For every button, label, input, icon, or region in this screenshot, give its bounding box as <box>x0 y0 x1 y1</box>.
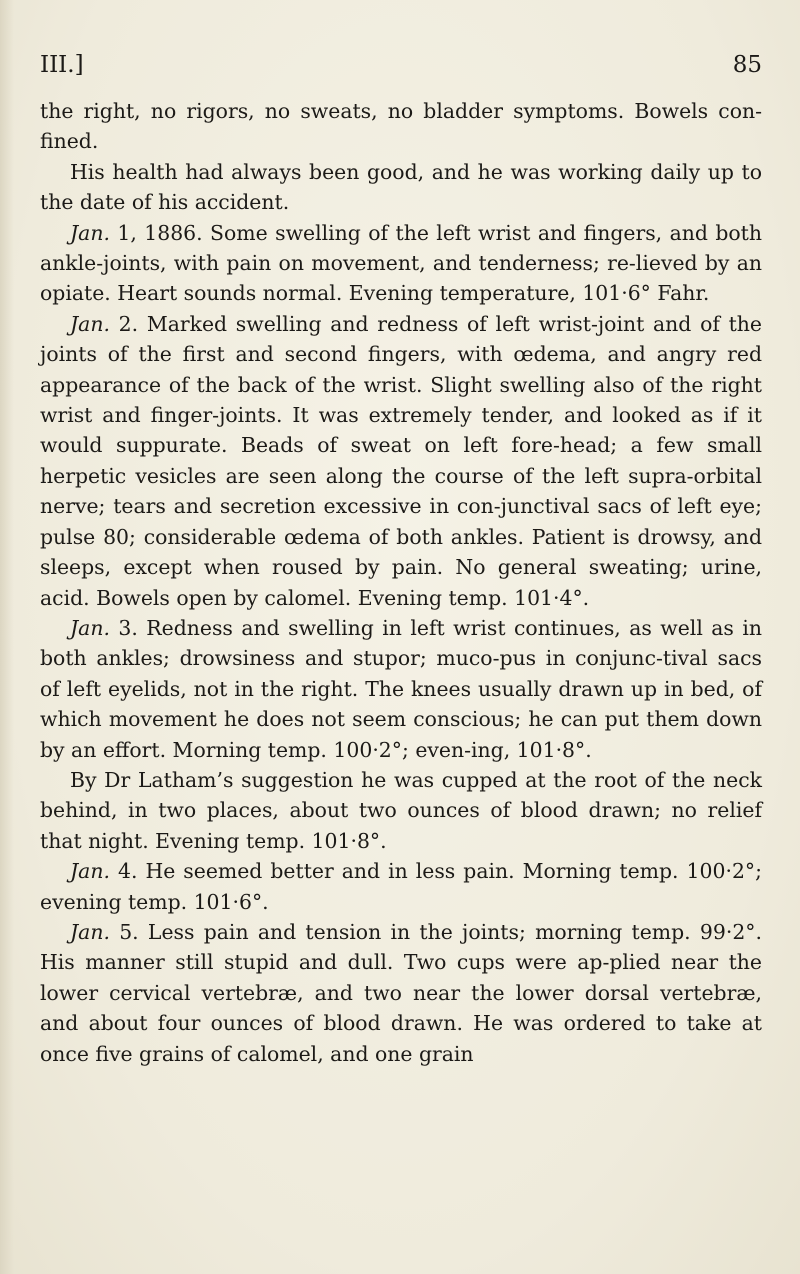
date-label: Jan. <box>70 311 110 336</box>
paragraph-jan-3 <box>40 613 762 765</box>
chapter-marker: III.] <box>40 52 84 78</box>
paragraph-jan-2 <box>40 309 762 613</box>
page-number: 85 <box>732 52 762 78</box>
paragraph-text: 5. Less pain and tension in the joints; morning temp. 99·2°. His manner still stupid and dull. Two cups were ap-plied near the lower cervical vertebræ, and two near the lower dorsal vertebræ, and about four ounces of blood drawn. He was ordered to take at once five grains of calomel, and one grain <box>40 919 762 1066</box>
paragraph-continuation <box>40 96 762 157</box>
paragraph-text: By Dr Latham’s suggestion he was cupped at the root of the neck behind, in two places, about two ounces of blood drawn; no relief that night. Evening temp. 101·8°. <box>40 767 762 853</box>
date-label: Jan. <box>70 615 110 640</box>
paragraph-text: 2. Marked swelling and redness of left wrist-joint and of the joints of the first and second fingers, with œdema, and angry red appearance of the back of the wrist. Slight swelling also of the right wrist and finger-joints. It was extremely tender, and looked as if it would suppurate. Beads of sweat on left fore-head; a few small herpetic vesicles are seen along the course of the left supra-orbital nerve; tears and secretion excessive in con-junctival sacs of left eye; pulse 80; considerable œdema of both ankles. Patient is drowsy, and sleeps, except when roused by pain. No general sweating; urine, acid. Bowels open by calomel. Evening temp. 101·4°. <box>40 311 762 610</box>
paragraph-text: the right, no rigors, no sweats, no bladder symptoms. Bowels con-fined. <box>40 99 762 154</box>
binding-shadow <box>0 0 14 1274</box>
paragraph-text: His health had always been good, and he was working daily up to the date of his accident. <box>40 159 762 215</box>
date-label: Jan. <box>70 919 110 944</box>
body-text <box>40 96 762 1069</box>
paragraph-text: 4. He seemed better and in less pain. Morning temp. 100·2°; evening temp. 101·6°. <box>40 859 762 914</box>
running-header <box>40 52 762 92</box>
paragraph-jan-1 <box>40 218 762 309</box>
paragraph-jan-4 <box>40 856 762 917</box>
date-label: Jan. <box>70 859 110 884</box>
paragraph-cupping <box>40 765 762 856</box>
paragraph-text: 1, 1886. Some swelling of the left wrist and fingers, and both ankle-joints, with pain on movement, and tenderness; re-lieved by an opiate. Heart sounds normal. Evening temperature, 101·6° Fahr. <box>40 220 762 306</box>
paragraph-history <box>40 157 762 218</box>
date-label: Jan. <box>70 220 110 245</box>
paragraph-text: 3. Redness and swelling in left wrist continues, as well as in both ankles; drowsiness and stupor; muco-pus in conjunc-tival sacs of left eyelids, not in the right. The knees usually drawn up in bed, of which movement he does not seem conscious; he can put them down by an effort. Morning temp. 100·2°; even-ing, 101·8°. <box>40 615 762 762</box>
paragraph-jan-5 <box>40 917 762 1069</box>
